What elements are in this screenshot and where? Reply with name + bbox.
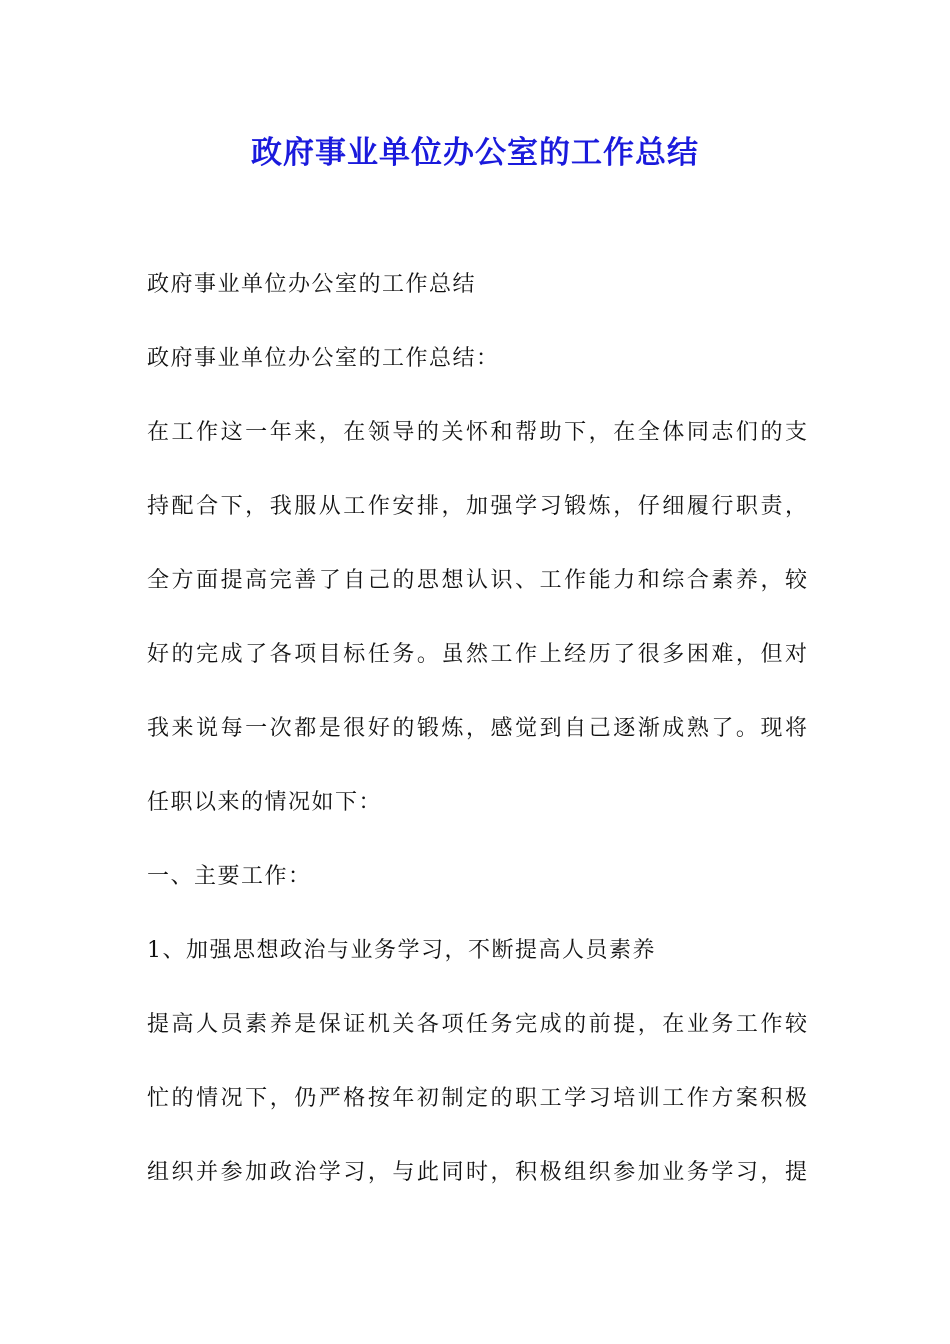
text-line: 我来说每一次都是很好的锻炼，感觉到自己逐渐成熟了。现将 — [147, 716, 807, 741]
text-line: 持配合下，我服从工作安排，加强学习锻炼，仔细履行职责， — [147, 494, 807, 519]
text-line: 好的完成了各项目标任务。虽然工作上经历了很多困难，但对 — [147, 642, 807, 667]
text-line: 组织并参加政治学习，与此同时，积极组织参加业务学习，提 — [147, 1160, 807, 1185]
document-body — [147, 258, 807, 1220]
text-line: 提高人员素养是保证机关各项任务完成的前提，在业务工作较 — [147, 1012, 807, 1037]
document-title: 政府事业单位办公室的工作总结 — [251, 135, 699, 171]
section-heading: 一、主要工作： — [147, 864, 312, 889]
text-line: 在工作这一年来，在领导的关怀和帮助下，在全体同志们的支 — [147, 420, 807, 445]
subsection-heading: 1、加强思想政治与业务学习，不断提高人员素养 — [147, 938, 656, 963]
text-line: 忙的情况下，仍严格按年初制定的职工学习培训工作方案积极 — [147, 1086, 807, 1111]
text-line: 全方面提高完善了自己的思想认识、工作能力和综合素养，较 — [147, 568, 807, 593]
text-line: 政府事业单位办公室的工作总结 — [147, 272, 477, 297]
text-line: 任职以来的情况如下： — [147, 790, 383, 815]
text-line: 政府事业单位办公室的工作总结： — [147, 346, 500, 371]
